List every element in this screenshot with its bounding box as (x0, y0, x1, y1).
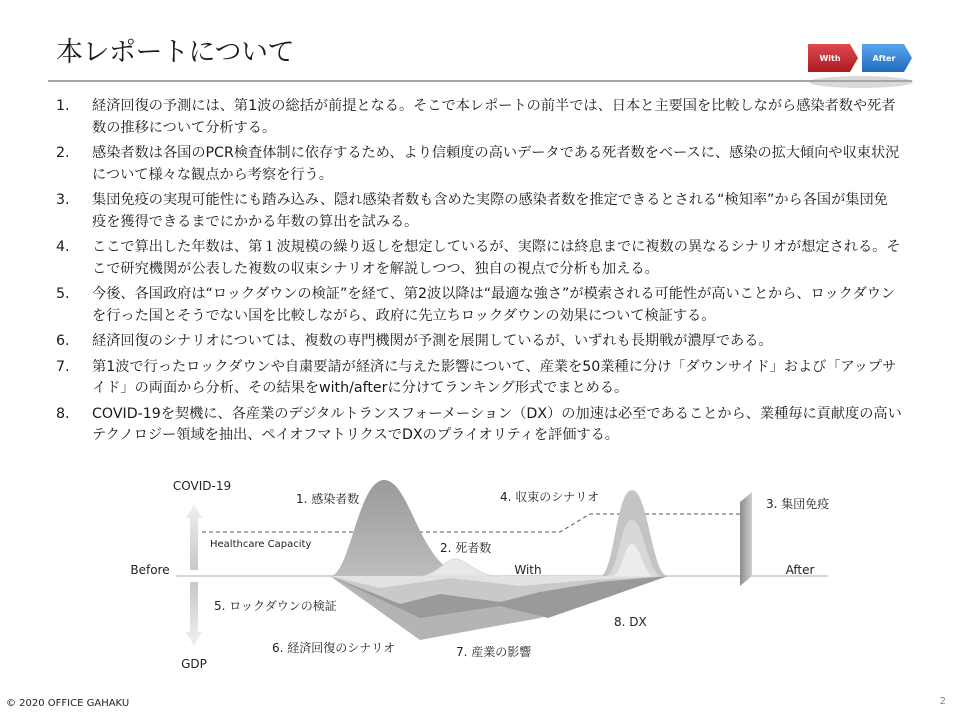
title-divider (48, 80, 912, 82)
gdp-down-arrow (186, 582, 202, 646)
gdp-axis-label: GDP (181, 657, 207, 671)
badge-shadow (809, 76, 913, 88)
economic-recovery-label: 6. 経済回復のシナリオ (272, 641, 396, 655)
convergence-scenario-label: 4. 収束のシナリオ (500, 490, 600, 504)
with-label: With (514, 563, 542, 577)
with-after-badges (806, 42, 916, 90)
list-item: 1. 経済回復の予測には、第1波の総括が前提となる。そこで本レポートの前半では、日本と主要国を比較しながら感染者数や死者数の推移について分析する。 (56, 98, 896, 136)
list-item: 4. ここで算出した年数は、第１波規模の繰り返しを想定しているが、実際には終息までに複数の異なるシナリオが想定される。そこで研究機関が公表した複数の収束シナリオを解説しつつ、独自の視点で分析も加える。 (56, 239, 901, 277)
copyright: © 2020 OFFICE GAHAKU (6, 698, 130, 709)
overview-list (52, 96, 902, 451)
before-label: Before (130, 563, 170, 577)
covid-axis-label: COVID-19 (172, 479, 232, 493)
herd-immunity-wall (740, 492, 752, 586)
after-label: After (785, 563, 815, 577)
page-title: 本レポートについて (56, 37, 294, 68)
herd-immunity-label: 3. 集団免疫 (766, 497, 830, 511)
list-item: 8. COVID-19を契機に、各産業のデジタルトランスフォーメーション（DX）の加速は必至であることから、業種毎に貢献度の高いテクノロジー領域を抽出、ペイオフマトリクスでDXのプライオリティを評価する。 (56, 405, 902, 443)
industry-impact-label: 7. 産業の影響 (456, 645, 532, 659)
healthcare-capacity-label: Healthcare Capacity (210, 539, 312, 550)
list-item: 5. 今後、各国政府は“ロックダウンの検証”を経て、第2波以降は“最適な強さ”が模索される可能性が高いことから、ロックダウンを行った国とそうでない国を比較しながら、政府に先立ちロックダウンの効果について検証する。 (56, 286, 896, 324)
page-number: 2 (939, 696, 946, 707)
list-item: 3. 集団免疫の実現可能性にも踏み込み、隠れ感染者数も含めた実際の感染者数を推定できるとされる“検知率”から各国が集団免疫を獲得できるまでにかかる年数の算出を試みる。 (56, 192, 888, 230)
infections-label: 1. 感染者数 (296, 492, 360, 506)
deaths-label: 2. 死者数 (440, 541, 492, 555)
after-badge-label: After (872, 54, 896, 63)
list-item: 2. 感染者数は各国のPCR検査体制に依存するため、より信頼度の高いデータである死者数をベースに、感染の拡大傾向や収束状況について様々な観点から考察を行う。 (56, 145, 900, 183)
healthcare-capacity-line (202, 514, 746, 532)
with-badge-label: With (819, 54, 841, 63)
dx-label: 8. DX (614, 615, 647, 629)
concept-diagram (0, 470, 960, 680)
list-item: 6. 経済回復のシナリオについては、複数の専門機関が予測を展開しているが、いずれも長期戦が濃厚である。 (56, 333, 773, 349)
covid-up-arrow (186, 504, 202, 570)
list-item: 7. 第1波で行ったロックダウンや自粛要請が経済に与えた影響について、産業を50業種に分け「ダウンサイド」および「アップサイド」の両面から分析、その結果をwith/afterに分けてランキング形式でまとめる。 (56, 358, 897, 396)
lockdown-verification-label: 5. ロックダウンの検証 (214, 599, 337, 613)
